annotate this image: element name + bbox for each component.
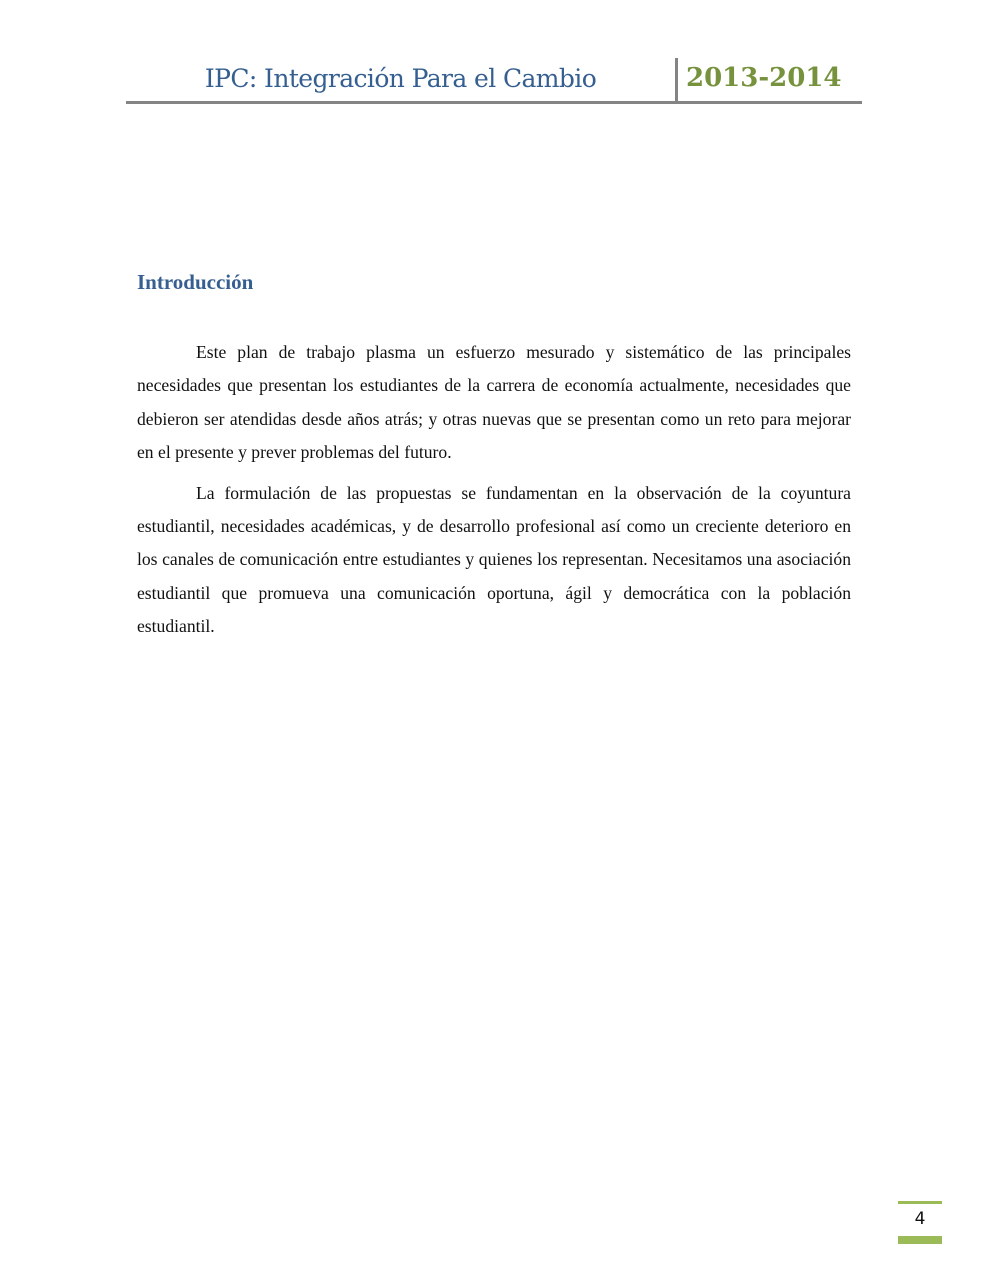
paragraph: La formulación de las propuestas se fundamentan en la observación de la coyuntura estudiantil, necesidades académicas, y de desarrollo profesional así como un creciente deterioro en los canales de comunicación entre estudiantes y quienes los representan. Necesitamos una asociación estudiantil que promueva una comunicación oportuna, ágil y democrática con la población estudiantil. xyxy=(137,482,851,637)
page-header xyxy=(126,56,862,105)
page-number-footer xyxy=(898,1201,942,1244)
paragraph: Este plan de trabajo plasma un esfuerzo mesurado y sistemático de las principales necesidades que presentan los estudiantes de la carrera de economía actualmente, necesidades que debieron ser atendidas desde años atrás; y otras nuevas que se presentan como un reto para mejorar en el presente y prever problemas del futuro. xyxy=(137,342,851,463)
document-title: IPC: Integración Para el Cambio xyxy=(204,64,597,93)
section-heading: Introducción xyxy=(137,270,254,294)
header-divider xyxy=(675,58,678,104)
document-year: 2013-2014 xyxy=(686,63,842,93)
page-number-bottom-bar xyxy=(898,1236,942,1244)
page-number: 4 xyxy=(914,1209,926,1229)
header-rule xyxy=(126,101,862,104)
page-body xyxy=(137,265,851,644)
page-number-top-rule xyxy=(898,1201,942,1204)
